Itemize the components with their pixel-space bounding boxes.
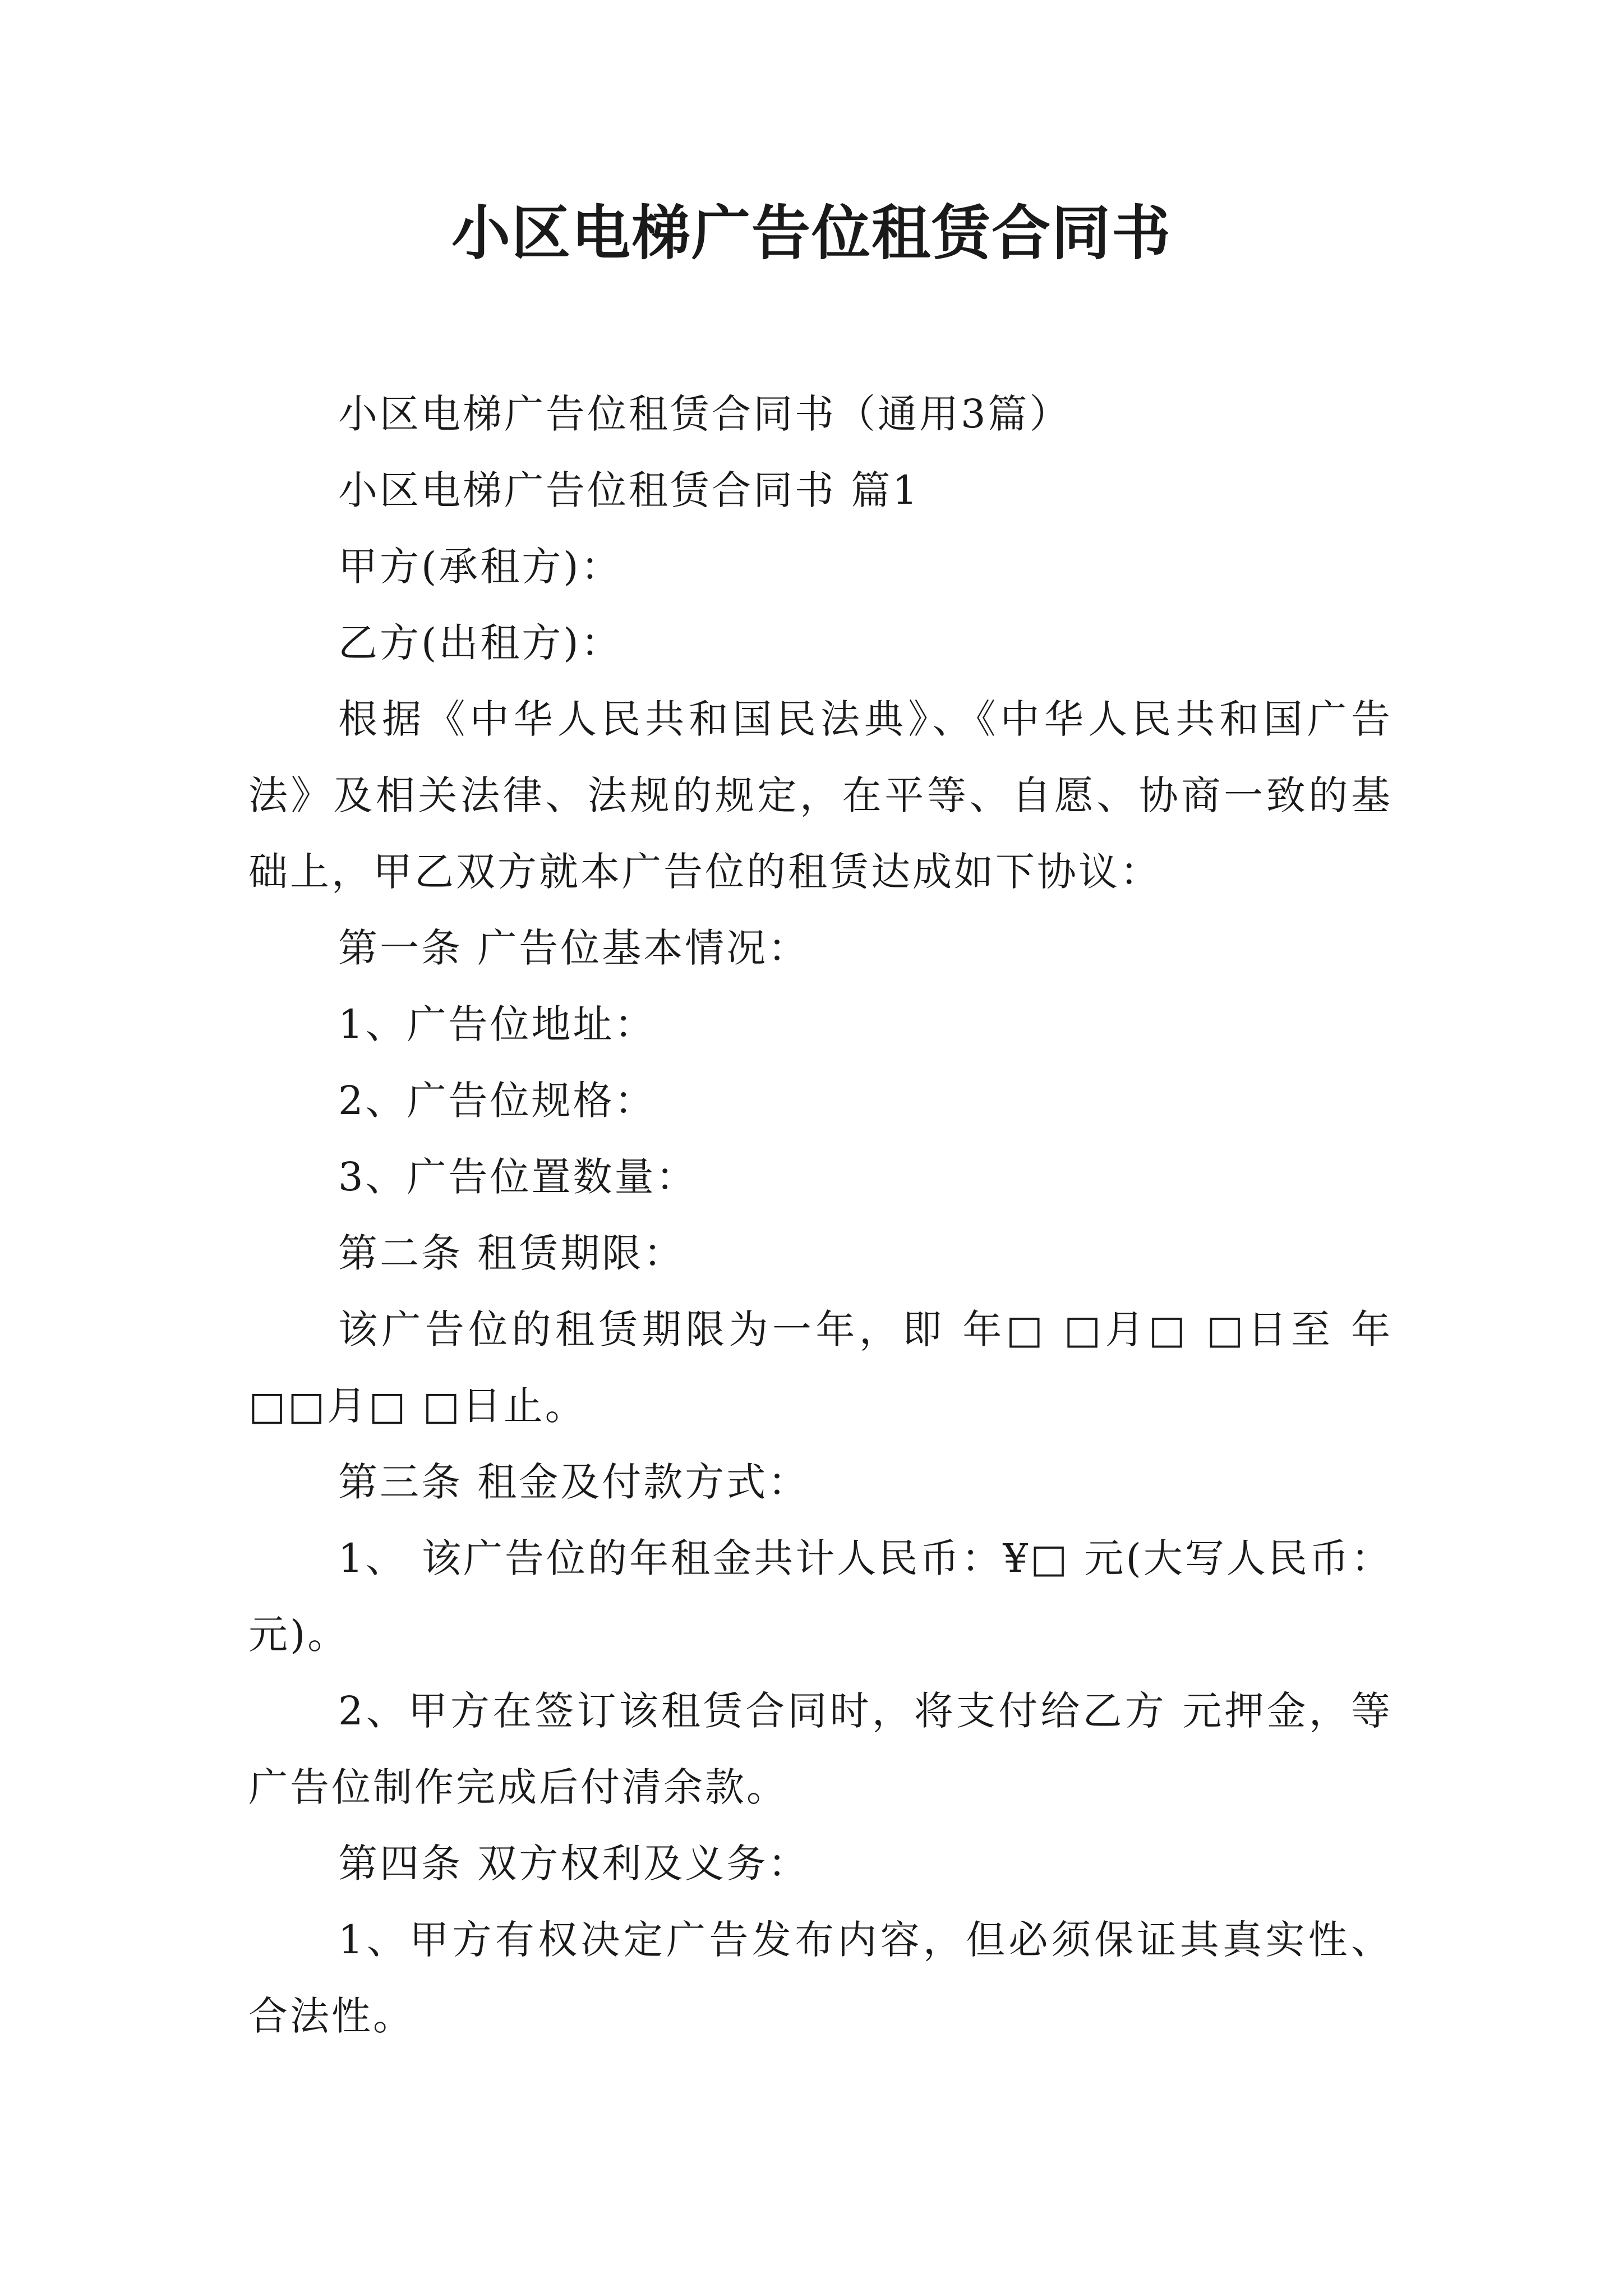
paragraph-article-1: 第一条 广告位基本情况： — [338, 925, 810, 971]
document-body — [248, 376, 1393, 2054]
paragraph-ad-spec: 2、广告位规格： — [338, 1078, 656, 1124]
paragraph-section-heading: 小区电梯广告位租赁合同书 篇1 — [338, 467, 920, 513]
paragraph-ad-address: 1、广告位地址： — [338, 1001, 656, 1047]
paragraph-party-a: 甲方(承租方)： — [338, 544, 623, 590]
paragraph-lease-term: 该广告位的租赁期限为一年，即 年□ □月□ □日至 年□□月□ □日止。 — [248, 1306, 1393, 1429]
paragraph-article-4: 第四条 双方权利及义务： — [338, 1841, 810, 1887]
paragraph-deposit: 2、甲方在签订该租赁合同时，将支付给乙方 元押金，等广告位制作完成后付清余款。 — [248, 1688, 1393, 1810]
paragraph-annual-rent: 1、 该广告位的年租金共计人民币：¥□ 元(大写人民币： 元)。 — [248, 1535, 1393, 1658]
paragraph-article-3: 第三条 租金及付款方式： — [338, 1459, 810, 1505]
paragraph-party-b: 乙方(出租方)： — [338, 620, 623, 666]
paragraph-article-2: 第二条 租赁期限： — [338, 1230, 685, 1276]
paragraph-subtitle: 小区电梯广告位租赁合同书（通用3篇） — [338, 391, 1071, 437]
paragraph-party-a-rights: 1、甲方有权决定广告发布内容，但必须保证其真实性、合法性。 — [248, 1917, 1393, 2039]
paragraph-ad-quantity: 3、广告位置数量： — [338, 1154, 698, 1200]
paragraph-preamble: 根据《中华人民共和国民法典》、《中华人民共和国广告法》及相关法律、法规的规定，在平等、自愿、协商一致的基础上，甲乙双方就本广告位的租赁达成如下协议： — [248, 696, 1393, 895]
document-title: 小区电梯广告位租赁合同书 — [451, 198, 1172, 268]
